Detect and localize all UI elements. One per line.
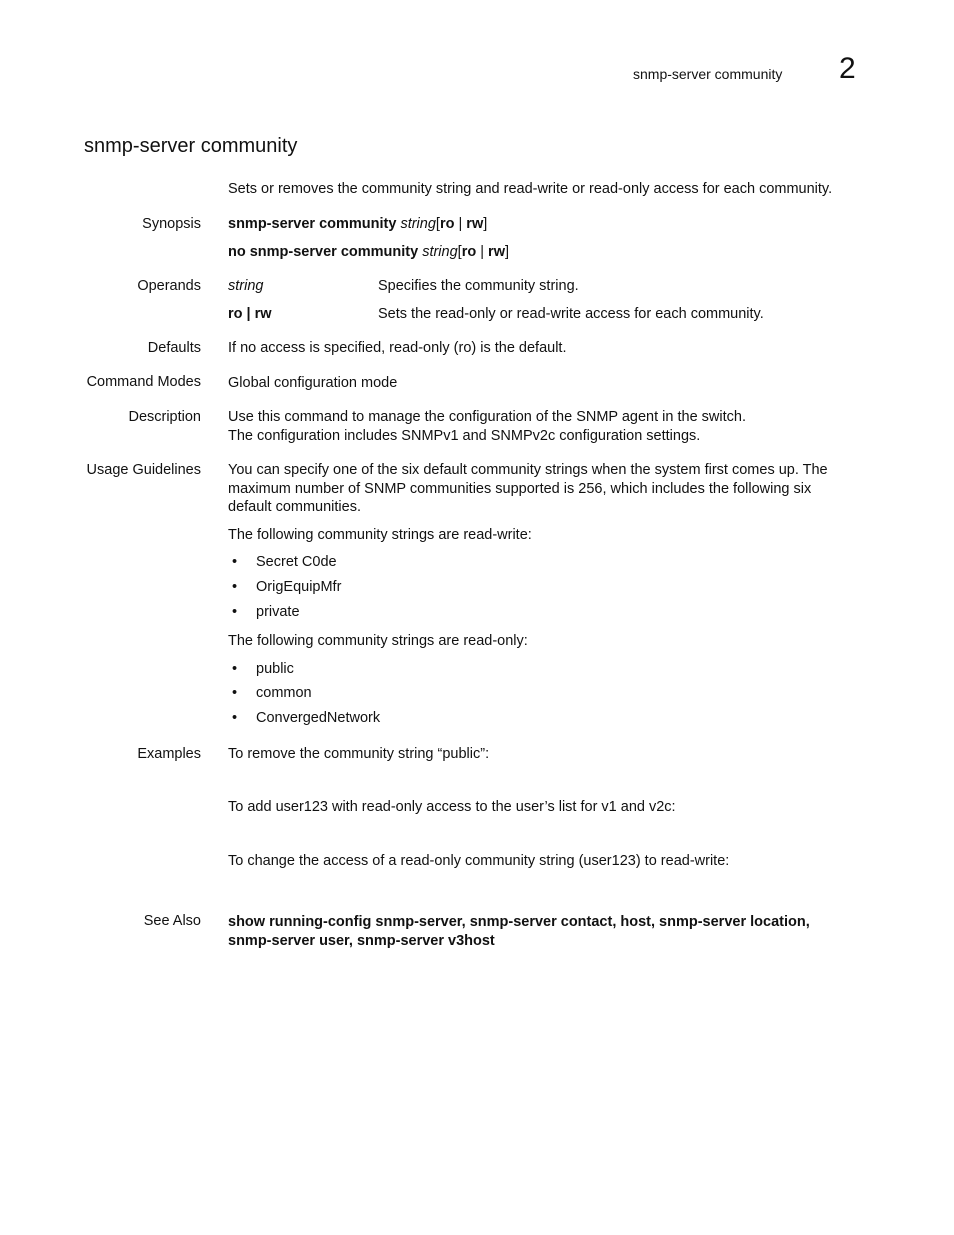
synopsis-rw: rw [488, 244, 505, 260]
operand-description: Sets the read-only or read-write access for each community. [378, 306, 764, 322]
synopsis-ro: ro [439, 216, 455, 232]
synopsis-line-1 [228, 215, 487, 234]
list-item: OrigEquipMfr [256, 579, 342, 595]
synopsis-line-2 [228, 243, 509, 262]
synopsis-bracket-open: [ [435, 216, 440, 232]
label-examples: Examples [137, 746, 201, 762]
synopsis-command: snmp-server community [228, 216, 397, 232]
example-text: To add user123 with read-only access to the user’s list for v1 and v2c: [228, 799, 676, 815]
synopsis-bracket-close: ] [483, 216, 488, 232]
list-item: private [256, 604, 300, 620]
page-title: snmp-server community [84, 135, 298, 157]
description-line-1: Use this command to manage the configuration of the SNMP agent in the switch. [228, 409, 746, 425]
operand-name: ro | rw [228, 306, 272, 322]
synopsis-rw: rw [466, 216, 484, 232]
label-command-modes: Command Modes [86, 374, 201, 390]
list-item: common [256, 685, 312, 701]
synopsis-bracket-close: ] [504, 244, 509, 260]
intro-text: Sets or removes the community string and read-write or read-only access for each community. [228, 181, 833, 197]
usage-para-line-2: maximum number of SNMP communities supported is 256, which includes the following six [228, 481, 812, 497]
bullet-icon: • [232, 579, 238, 595]
bullet-icon: • [232, 604, 238, 620]
operand-description: Specifies the community string. [378, 278, 579, 294]
synopsis-argument: string [400, 216, 436, 232]
bullet-icon: • [232, 554, 238, 570]
label-usage-guidelines: Usage Guidelines [86, 462, 201, 478]
example-text: To change the access of a read-only community string (user123) to read-write: [228, 853, 730, 869]
usage-para-line-1: You can specify one of the six default community strings when the system first comes up. The [228, 462, 828, 478]
example-text: To remove the community string “public”: [228, 746, 490, 762]
see-also-line-1: show running-config snmp-server, snmp-server contact, host, snmp-server location, [228, 914, 810, 930]
defaults-text: If no access is specified, read-only (ro) is the default. [228, 340, 567, 356]
synopsis-separator: | [458, 216, 463, 232]
label-description: Description [128, 409, 201, 425]
label-see-also: See Also [143, 913, 201, 929]
read-write-intro: The following community strings are read-write: [228, 527, 532, 543]
chapter-number: 2 [839, 52, 856, 85]
synopsis-separator: | [480, 244, 485, 260]
operand-name: string [228, 278, 264, 294]
running-header-title: snmp-server community [633, 66, 783, 82]
bullet-icon: • [232, 685, 238, 701]
read-only-intro: The following community strings are read-only: [228, 633, 528, 649]
list-item: public [256, 661, 294, 677]
synopsis-bracket-open: [ [457, 244, 462, 260]
bullet-icon: • [232, 661, 238, 677]
list-item: Secret C0de [256, 554, 337, 570]
synopsis-command: no snmp-server community [228, 244, 419, 260]
description-line-2: The configuration includes SNMPv1 and SNMPv2c configuration settings. [228, 428, 701, 444]
label-synopsis: Synopsis [142, 216, 201, 232]
bullet-icon: • [232, 710, 238, 726]
usage-para-line-3: default communities. [228, 499, 361, 515]
list-item: ConvergedNetwork [256, 710, 381, 726]
see-also-line-2: snmp-server user, snmp-server v3host [228, 933, 495, 949]
label-defaults: Defaults [147, 340, 201, 356]
command-modes-text: Global configuration mode [228, 375, 398, 391]
label-operands: Operands [137, 278, 201, 294]
synopsis-ro: ro [461, 244, 477, 260]
synopsis-argument: string [422, 244, 458, 260]
